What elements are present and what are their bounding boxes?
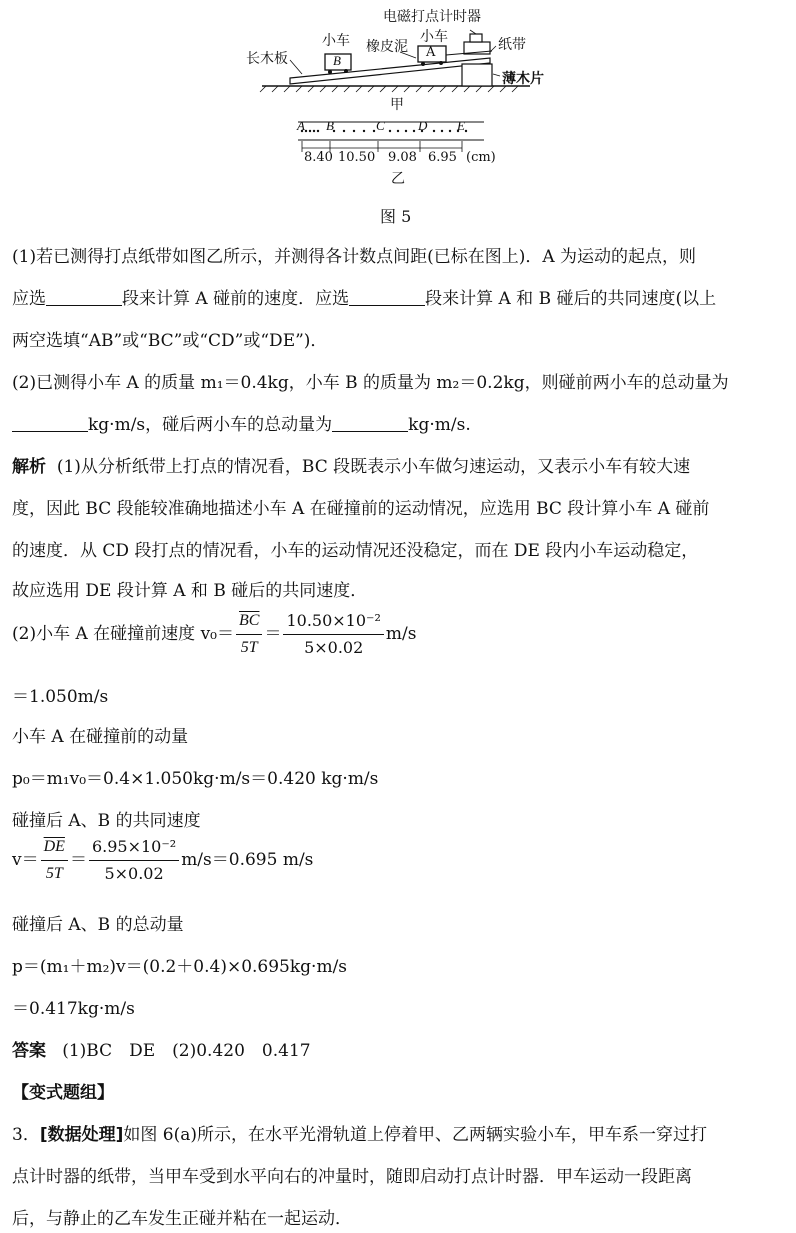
tape-distance-de: 6.95 — [428, 150, 457, 165]
analysis-v0-result: ＝1.050m/s — [12, 687, 109, 707]
label-board: 长木板 — [246, 51, 288, 67]
analysis-common-velocity: v＝ $\frac{\overline{DE}}{5T}$ ＝ $\frac{\text{6.95×10⁻²}}{5\times 0.02}$ m/s＝0.695 m/s — [12, 837, 314, 883]
tape-point-a: A — [297, 118, 305, 133]
tape-point-b: B — [326, 118, 334, 133]
label-timer: 电磁打点计时器 — [383, 9, 481, 25]
question-part2-line1: (2)已测得小车 A 的质量 m₁＝0.4kg，小车 B 的质量为 m₂＝0.2kg，则碰前两小车的总动量为 — [12, 373, 729, 393]
analysis-line3: 的速度．从 CD 段打点的情况看，小车的运动情况还没稳定，而在 DE 段内小车运动稳定， — [12, 541, 699, 561]
label-cart: 小车 — [322, 33, 350, 49]
question-part1-line3: 两空选填“AB”或“BC”或“CD”或“DE”)． — [12, 331, 328, 351]
label-tape: 纸带 — [498, 37, 526, 53]
variant-q3-line3: 后，与静止的乙车发生正碰并粘在一起运动． — [12, 1209, 352, 1229]
question-part1-line1: (1)若已测得打点纸带如图乙所示，并测得各计数点间距(已标在图上)．A 为运动的起点，则 — [12, 247, 697, 267]
answer-blank-1[interactable] — [46, 287, 122, 306]
analysis-total-momentum-title: 碰撞后 A、B 的总动量 — [12, 915, 184, 935]
thin-wood-piece — [462, 64, 492, 86]
tape-unit: (cm) — [466, 150, 496, 165]
label-yi: 乙 — [391, 171, 405, 187]
fraction-value-2: $\frac{\text{6.95×10⁻²}}{5\times 0.02}$ — [89, 836, 179, 885]
apparatus-diagram — [0, 0, 796, 230]
tape-distance-bc: 10.50 — [338, 150, 376, 165]
figure-5 — [0, 0, 796, 230]
variant-header: 【变式题组】 — [12, 1083, 114, 1103]
analysis-line4: 故应选用 DE 段计算 A 和 B 碰后的共同速度． — [12, 581, 368, 601]
fraction-de-5t: $\frac{\overline{DE}}{5T}$ — [41, 836, 68, 885]
analysis-line1: 解析 (1)从分析纸带上打点的情况看，BC 段既表示小车做匀速运动，又表示小车有较大速 — [12, 457, 691, 477]
fraction-value-1: $\frac{\text{10.50×10⁻²}}{5\times 0.02}$ — [283, 610, 383, 659]
analysis-common-velocity-title: 碰撞后 A、B 的共同速度 — [12, 811, 201, 831]
label-cart2: 小车 — [420, 29, 448, 45]
analysis-label: 解析 — [12, 457, 46, 477]
answer-blank-2[interactable] — [349, 287, 425, 306]
tape-distance-ab: 8.40 — [304, 150, 333, 165]
answer-text: (1)BC DE (2)0.420 0.417 — [62, 1041, 311, 1061]
timer-top — [470, 34, 482, 42]
variant-q3-line1: 3．[数据处理]如图 6(a)所示，在水平光滑轨道上停着甲、乙两辆实验小车，甲车系一穿过打 — [12, 1125, 707, 1145]
answer-blank-3[interactable] — [12, 413, 88, 432]
label-cart-b: B — [333, 53, 341, 68]
analysis-total-momentum: p＝(m₁＋m₂)v＝(0.2＋0.4)×0.695kg·m/s — [12, 957, 348, 977]
analysis-momentum-before: p₀＝m₁v₀＝0.4×1.050kg·m/s＝0.420 kg·m/s — [12, 769, 379, 789]
question-part2-line2: kg·m/s，碰后两小车的总动量为 kg·m/s. — [12, 412, 471, 438]
figure-caption: 图 5 — [380, 207, 412, 226]
label-wood-piece: 薄木片 — [502, 71, 544, 87]
question-part1-line2: 应选 段来计算 A 碰前的速度．应选 段来计算 A 和 B 碰后的共同速度(以上 — [12, 289, 717, 309]
label-putty: 橡皮泥 — [366, 39, 408, 55]
fraction-bc-5t: $\frac{\overline{BC}}{5T}$ — [236, 610, 262, 659]
analysis-line2: 度，因此 BC 段能较准确地描述小车 A 在碰撞前的运动情况，应选用 BC 段计算小车 A 碰前 — [12, 499, 710, 519]
analysis-total-momentum-result: ＝0.417kg·m/s — [12, 999, 135, 1019]
tape-distance-cd: 9.08 — [388, 150, 417, 165]
tape-point-c: C — [376, 118, 385, 133]
answer-line — [12, 1038, 311, 1064]
label-cart-a: A — [426, 45, 436, 60]
variant-q3-tag: [数据处理] — [39, 1125, 124, 1145]
long-board — [290, 58, 490, 84]
tape-point-d: D — [418, 118, 428, 133]
variant-q3-line2: 点计时器的纸带，当甲车受到水平向右的冲量时，随即启动打点计时器．甲车运动一段距离 — [12, 1167, 692, 1187]
answer-label: 答案 — [12, 1041, 46, 1061]
analysis-velocity-before: (2)小车 A 在碰撞前速度 v₀＝ $\frac{\overline{BC}}{5T}$ ＝ $\frac{\text{10.50×10⁻²}}{5\times 0.02}$ m/s — [12, 611, 417, 657]
answer-blank-4[interactable] — [332, 413, 408, 432]
analysis-momentum-before-title: 小车 A 在碰撞前的动量 — [12, 727, 189, 747]
tape-point-e: E — [457, 118, 465, 133]
label-jia: 甲 — [390, 97, 404, 113]
